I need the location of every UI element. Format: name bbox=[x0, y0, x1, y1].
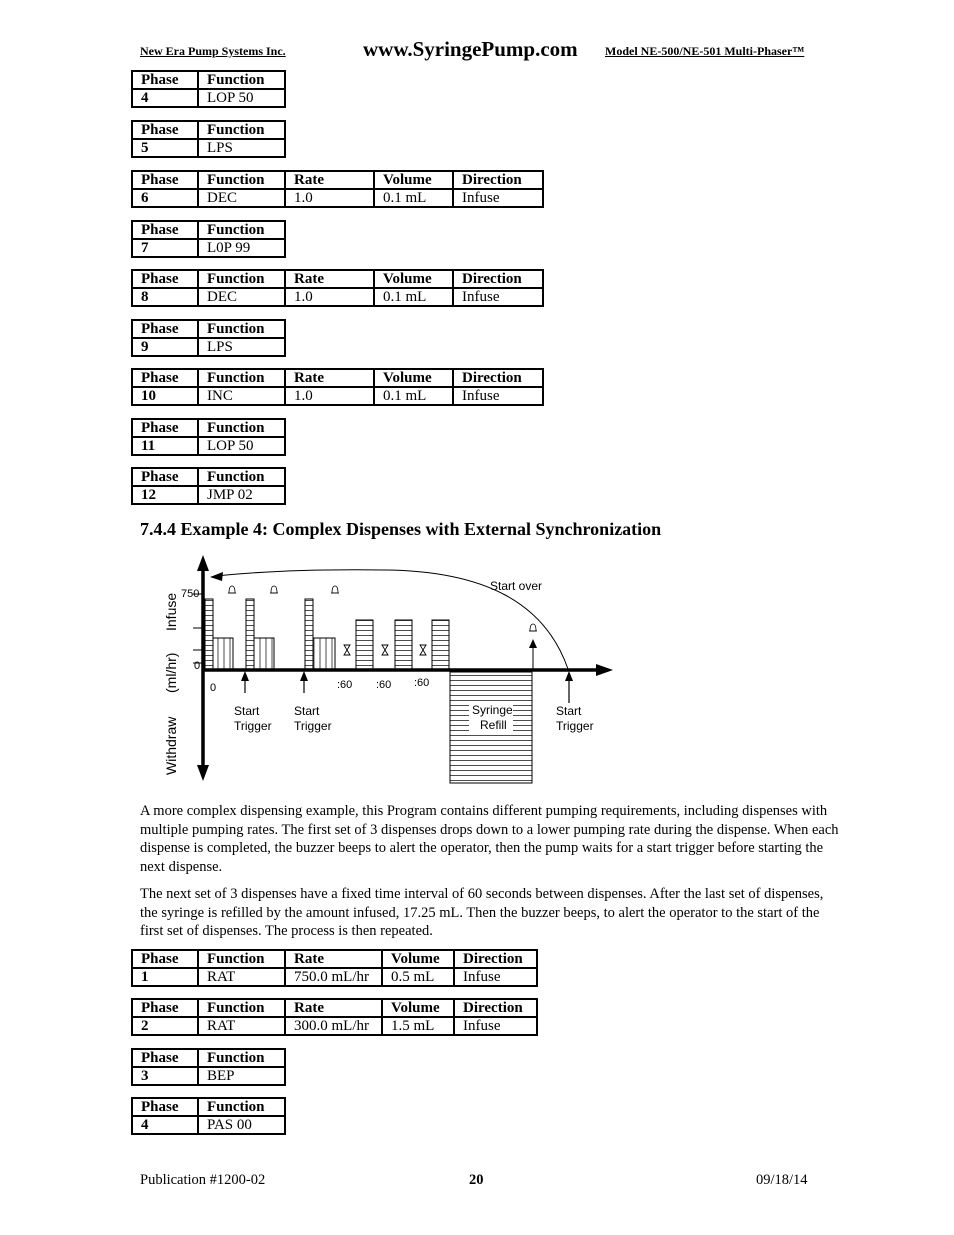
table-header: Function bbox=[198, 71, 285, 89]
label-start-over: Start over bbox=[490, 579, 543, 593]
label-trigger-2-b: Trigger bbox=[294, 719, 332, 733]
dispense-1-low bbox=[213, 638, 233, 670]
hourglass-icon bbox=[382, 645, 388, 655]
phase-table-4 bbox=[131, 70, 286, 108]
phase-table-6 bbox=[131, 170, 544, 208]
phase-table-b1 bbox=[131, 949, 538, 987]
bell-icon bbox=[331, 586, 339, 593]
label-trigger-1-a: Start bbox=[234, 704, 260, 718]
table-cell: BEP bbox=[198, 1067, 285, 1085]
header-company: New Era Pump Systems Inc. bbox=[140, 44, 286, 58]
table-cell: 1 bbox=[132, 968, 198, 986]
trigger-arrowhead-2 bbox=[300, 671, 308, 681]
table-cell: 4 bbox=[132, 1116, 198, 1134]
label-trigger-1-b: Trigger bbox=[234, 719, 272, 733]
table-header: Phase bbox=[132, 221, 198, 239]
table-cell: 0.1 mL bbox=[374, 189, 453, 207]
label-trigger-3-b: Trigger bbox=[556, 719, 594, 733]
table-cell: Infuse bbox=[454, 968, 537, 986]
dispense-5 bbox=[395, 620, 412, 670]
label-x-origin: 0 bbox=[210, 682, 217, 694]
table-header: Rate bbox=[285, 270, 374, 288]
dispense-2-high bbox=[246, 599, 254, 670]
paragraph-2: The next set of 3 dispenses have a fixed time interval of 60 seconds between dispenses. After the last set of dispenses, the syringe is refilled by the amount infused, 17.25 mL. Then the buzzer beeps, to alert the operator to the start of the first set of dispenses. The process is then repeated. bbox=[140, 886, 824, 939]
phase-table-7 bbox=[131, 220, 286, 258]
table-cell: 1.0 bbox=[285, 387, 374, 405]
table-cell: 1.0 bbox=[285, 189, 374, 207]
phase-table-b4 bbox=[131, 1097, 286, 1135]
trigger-arrowhead-3 bbox=[565, 671, 573, 681]
table-header: Direction bbox=[454, 950, 537, 968]
table-cell: 5 bbox=[132, 139, 198, 157]
table-header: Direction bbox=[454, 999, 537, 1017]
table-header: Volume bbox=[382, 950, 454, 968]
table-cell: DEC bbox=[198, 288, 285, 306]
table-header: Function bbox=[198, 999, 285, 1017]
table-cell: JMP 02 bbox=[198, 486, 285, 504]
y-axis-arrow-up bbox=[197, 555, 209, 571]
table-cell: 0.5 mL bbox=[382, 968, 454, 986]
hourglass-icon bbox=[344, 645, 350, 655]
table-header: Rate bbox=[285, 999, 382, 1017]
table-cell: RAT bbox=[198, 1017, 285, 1035]
table-cell: 0.1 mL bbox=[374, 288, 453, 306]
table-header: Phase bbox=[132, 121, 198, 139]
table-cell: LPS bbox=[198, 338, 285, 356]
table-header: Function bbox=[198, 468, 285, 486]
phase-table-9 bbox=[131, 319, 286, 357]
phase-table-b3 bbox=[131, 1048, 286, 1086]
label-0: 0 bbox=[194, 660, 201, 672]
dispense-6 bbox=[432, 620, 449, 670]
label-withdraw: Withdraw bbox=[163, 716, 179, 775]
table-header: Phase bbox=[132, 999, 198, 1017]
table-cell: DEC bbox=[198, 189, 285, 207]
phase-table-5 bbox=[131, 120, 286, 158]
table-header: Function bbox=[198, 221, 285, 239]
label-infuse: Infuse bbox=[163, 592, 179, 631]
label-refill-b: Refill bbox=[480, 718, 507, 732]
table-header: Function bbox=[198, 171, 285, 189]
table-cell: PAS 00 bbox=[198, 1116, 285, 1134]
table-header: Rate bbox=[285, 171, 374, 189]
table-cell: Infuse bbox=[453, 189, 543, 207]
x-axis-arrow bbox=[596, 664, 613, 676]
phase-table-11 bbox=[131, 418, 286, 456]
table-header: Phase bbox=[132, 1049, 198, 1067]
table-header: Function bbox=[198, 950, 285, 968]
label-trigger-3-a: Start bbox=[556, 704, 582, 718]
refill-end-arrowhead bbox=[529, 639, 537, 648]
dispense-2-low bbox=[254, 638, 274, 670]
phase-table-10 bbox=[131, 368, 544, 406]
table-header: Phase bbox=[132, 171, 198, 189]
table-header: Direction bbox=[453, 171, 543, 189]
table-header: Direction bbox=[453, 270, 543, 288]
table-cell: 2 bbox=[132, 1017, 198, 1035]
table-header: Rate bbox=[285, 950, 382, 968]
hourglass-icon bbox=[420, 645, 426, 655]
table-header: Phase bbox=[132, 419, 198, 437]
footer-page-number: 20 bbox=[469, 1172, 484, 1188]
label-timer-2: :60 bbox=[376, 679, 392, 691]
dispense-diagram bbox=[155, 553, 620, 788]
table-header: Function bbox=[198, 270, 285, 288]
header-url[interactable]: www.SyringePump.com bbox=[363, 37, 578, 61]
table-cell: 3 bbox=[132, 1067, 198, 1085]
table-cell: 8 bbox=[132, 288, 198, 306]
bell-icon bbox=[228, 586, 236, 593]
trigger-arrowhead-1 bbox=[241, 671, 249, 681]
table-header: Function bbox=[198, 1049, 285, 1067]
table-cell: 12 bbox=[132, 486, 198, 504]
section-title: 7.4.4 Example 4: Complex Dispenses with External Synchronization bbox=[140, 519, 662, 539]
y-axis-arrow-down bbox=[197, 765, 209, 781]
table-header: Phase bbox=[132, 369, 198, 387]
footer-publication: Publication #1200-02 bbox=[140, 1172, 266, 1188]
table-cell: 11 bbox=[132, 437, 198, 455]
table-header: Phase bbox=[132, 71, 198, 89]
label-timer-3: :60 bbox=[414, 677, 430, 689]
table-header: Function bbox=[198, 419, 285, 437]
table-header: Rate bbox=[285, 369, 374, 387]
table-cell: LPS bbox=[198, 139, 285, 157]
table-cell: LOP 50 bbox=[198, 437, 285, 455]
dispense-1-high bbox=[205, 599, 213, 670]
table-header: Function bbox=[198, 320, 285, 338]
table-header: Volume bbox=[374, 270, 453, 288]
table-header: Phase bbox=[132, 468, 198, 486]
table-header: Function bbox=[198, 1098, 285, 1116]
table-header: Function bbox=[198, 121, 285, 139]
bell-icon bbox=[529, 624, 537, 631]
table-cell: INC bbox=[198, 387, 285, 405]
label-trigger-2-a: Start bbox=[294, 704, 320, 718]
phase-table-8 bbox=[131, 269, 544, 307]
table-header: Direction bbox=[453, 369, 543, 387]
bell-icon bbox=[270, 586, 278, 593]
header-model: Model NE-500/NE-501 Multi-Phaser™ bbox=[605, 44, 805, 58]
table-cell: L0P 99 bbox=[198, 239, 285, 257]
table-header: Volume bbox=[374, 369, 453, 387]
footer-date: 09/18/14 bbox=[756, 1172, 808, 1188]
dispense-3-high bbox=[305, 599, 313, 670]
phase-table-12 bbox=[131, 467, 286, 505]
table-cell: 10 bbox=[132, 387, 198, 405]
table-cell: 6 bbox=[132, 189, 198, 207]
table-header: Phase bbox=[132, 950, 198, 968]
table-header: Volume bbox=[382, 999, 454, 1017]
table-cell: 300.0 mL/hr bbox=[285, 1017, 382, 1035]
table-header: Volume bbox=[374, 171, 453, 189]
table-cell: Infuse bbox=[453, 288, 543, 306]
table-header: Phase bbox=[132, 320, 198, 338]
label-750: 750 bbox=[181, 588, 200, 600]
start-over-arrowhead bbox=[210, 572, 223, 581]
label-timer-1: :60 bbox=[337, 679, 353, 691]
dispense-4 bbox=[356, 620, 373, 670]
table-cell: 750.0 mL/hr bbox=[285, 968, 382, 986]
table-cell: 1.5 mL bbox=[382, 1017, 454, 1035]
table-header: Phase bbox=[132, 1098, 198, 1116]
paragraph-1: A more complex dispensing example, this Program contains different pumping requirements, including dispenses with multiple pumping rates. The first set of 3 dispenses drops down to a lower pumping rate during the dispense. When each dispense is completed, the buzzer beeps to alert the operator, then the pump waits for a start trigger before starting the next dispense. bbox=[140, 803, 839, 875]
table-cell: RAT bbox=[198, 968, 285, 986]
table-cell: 0.1 mL bbox=[374, 387, 453, 405]
phase-table-b2 bbox=[131, 998, 538, 1036]
table-cell: Infuse bbox=[453, 387, 543, 405]
table-cell: Infuse bbox=[454, 1017, 537, 1035]
table-cell: 1.0 bbox=[285, 288, 374, 306]
dispense-3-low bbox=[313, 638, 335, 670]
table-header: Function bbox=[198, 369, 285, 387]
table-cell: 4 bbox=[132, 89, 198, 107]
table-cell: LOP 50 bbox=[198, 89, 285, 107]
label-refill-a: Syringe bbox=[472, 703, 513, 717]
table-cell: 7 bbox=[132, 239, 198, 257]
table-cell: 9 bbox=[132, 338, 198, 356]
table-header: Phase bbox=[132, 270, 198, 288]
label-units: (ml/hr) bbox=[163, 652, 179, 693]
